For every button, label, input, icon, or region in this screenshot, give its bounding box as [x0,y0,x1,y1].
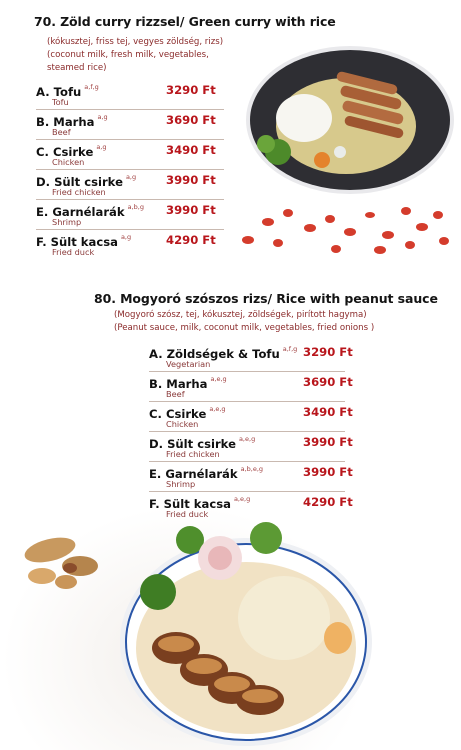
item-english-name: Fried duck [166,509,209,519]
allergen-codes: a,b,e,g [240,465,264,473]
item-english-name: Fried chicken [52,187,106,197]
item-price: 3290 Ft [303,345,353,359]
item-price: 3690 Ft [303,375,353,389]
section-80-title: 80. Mogyoró szószos rizs/ Rice with peanut sauce [94,291,438,306]
item-price: 3690 Ft [166,113,216,127]
allergen-codes: a,g [96,143,107,151]
description-line: (Peanut sauce, milk, coconut milk, vegetables, fried onions ) [114,323,375,333]
section-80-menu [149,342,353,521]
item-name: D. Sült csirke $^{a,e,g}$ [149,435,256,451]
description-line: (kókusztej, friss tej, vegyes zöldség, rizs) [47,37,224,47]
menu-item [36,200,224,230]
item-price: 3990 Ft [166,173,216,187]
item-english-name: Shrimp [166,479,196,489]
item-price: 3490 Ft [166,143,216,157]
description-line: steamed rice) [47,63,107,73]
allergen-codes: a,b,g [127,203,144,211]
item-name: B. Marha $^{a,g}$ [36,113,108,129]
item-price: 4290 Ft [166,233,216,247]
allergen-codes: a,g [125,173,137,181]
allergen-codes: a,f,g [84,83,99,91]
menu-item [149,372,353,402]
allergen-codes: a,e,g [209,405,226,413]
item-english-name: Chicken [166,419,199,429]
item-name: F. Sült kacsa $^{a,e,g}$ [149,495,251,511]
section-70-menu [36,80,224,259]
item-price: 4290 Ft [303,495,353,509]
menu-item [36,230,224,259]
item-name: E. Garnélarák $^{a,b,e,g}$ [149,465,264,481]
item-name: E. Garnélarák $^{a,b,g}$ [36,203,144,219]
item-name: D. Sült csirke $^{a,g}$ [36,173,137,189]
item-price: 3290 Ft [166,83,216,97]
allergen-codes: a,g [120,233,132,241]
item-english-name: Fried duck [52,247,95,257]
item-english-name: Chicken [52,157,85,167]
item-name: F. Sült kacsa $^{a,g}$ [36,233,132,249]
chili-decoration-image [230,185,461,270]
item-english-name: Beef [166,389,185,399]
description-line: (Mogyoró szósz, tej, kókusztej, zöldségek, pirított hagyma) [114,310,367,320]
section-70-title: 70. Zöld curry rizzsel/ Green curry with rice [34,14,336,29]
section-70-description [47,36,223,75]
menu-item [36,80,224,110]
item-name: A. Zöldségek & Tofu $^{a,f,g}$ [149,345,298,361]
allergen-codes: a,g [97,113,108,121]
menu-item [149,342,353,372]
item-price: 3990 Ft [303,465,353,479]
peanut-sauce-rice-dish-image [116,500,378,750]
allergen-codes: a,f,g [282,345,298,353]
section-80-description [114,309,374,335]
menu-item [149,432,353,462]
allergen-codes: a,e,g [233,495,251,503]
item-name: C. Csirke $^{a,e,g}$ [149,405,226,421]
menu-item [149,462,353,492]
item-price: 3990 Ft [303,435,353,449]
green-curry-dish-image [232,40,458,200]
menu-item [36,110,224,140]
allergen-codes: a,e,g [238,435,256,443]
item-english-name: Tofu [52,97,69,107]
item-name: A. Tofu $^{a,f,g}$ [36,83,99,99]
item-english-name: Shrimp [52,217,82,227]
item-name: B. Marha $^{a,e,g}$ [149,375,227,391]
description-line: (coconut milk, fresh milk, vegetables, [47,50,209,60]
allergen-codes: a,e,g [210,375,227,383]
item-english-name: Beef [52,127,71,137]
item-name: C. Csirke $^{a,g}$ [36,143,107,159]
menu-item [149,402,353,432]
item-price: 3990 Ft [166,203,216,217]
menu-item [36,140,224,170]
item-english-name: Fried chicken [166,449,220,459]
peanuts-image [18,530,108,592]
item-price: 3490 Ft [303,405,353,419]
item-english-name: Vegetarian [166,359,211,369]
menu-item [36,170,224,200]
